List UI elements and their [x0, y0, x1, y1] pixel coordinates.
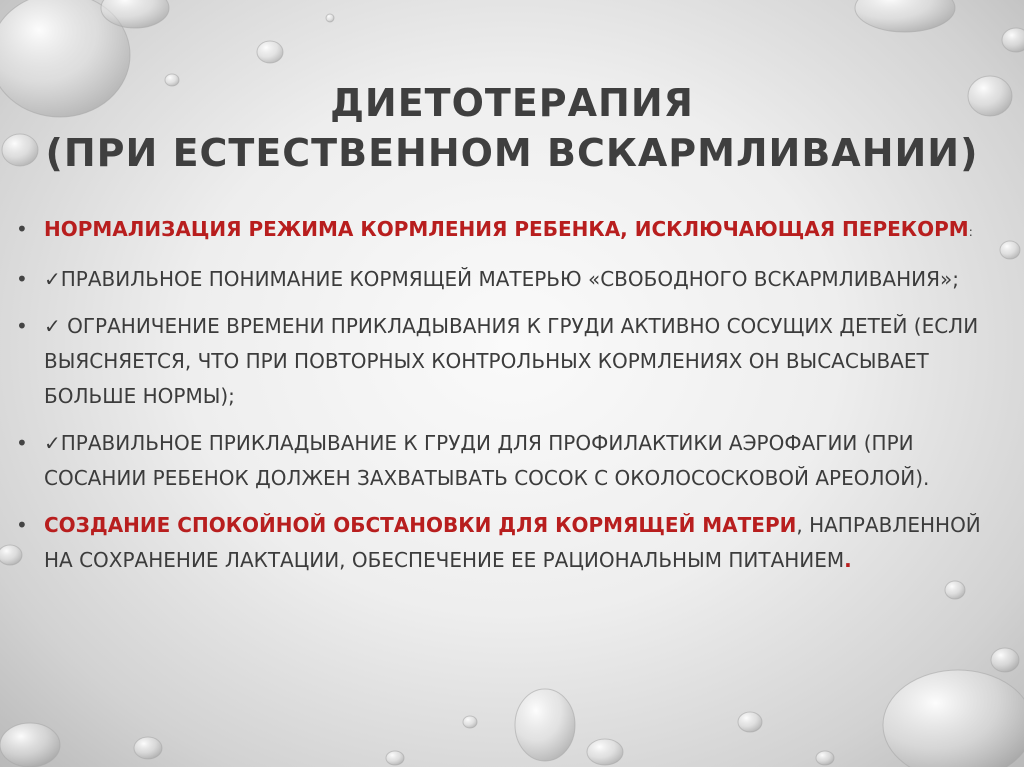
bullet-icon: •: [16, 267, 28, 291]
list-item: [14, 426, 1004, 496]
list-item: [14, 508, 1004, 578]
bullet-icon: •: [16, 314, 28, 338]
suffix-text: :: [968, 225, 973, 239]
bullet-text: ✓ПРАВИЛЬНОЕ ПОНИМАНИЕ КОРМЯЩЕЙ МАТЕРЬЮ «СВОБОДНОГО ВСКАРМЛИВАНИЯ»;: [44, 267, 959, 291]
page-title: [0, 78, 1024, 178]
title-line-2: (ПРИ ЕСТЕСТВЕННОМ ВСКАРМЛИВАНИИ): [45, 131, 979, 175]
bullet-text: , НАПРАВЛЕННОЙ НА СОХРАНЕНИЕ ЛАКТАЦИИ, ОБЕСПЕЧЕНИЕ ЕЕ РАЦИОНАЛЬНЫМ ПИТАНИЕМ: [44, 513, 981, 572]
bullet-icon: •: [16, 513, 28, 537]
list-item: [14, 262, 1004, 297]
bullet-text: ✓ПРАВИЛЬНОЕ ПРИКЛАДЫВАНИЕ К ГРУДИ ДЛЯ ПРОФИЛАКТИКИ АЭРОФАГИИ (ПРИ СОСАНИИ РЕБЕНОК ДОЛЖЕН ЗАХВАТЫВАТЬ СОСОК С ОКОЛОСОСКОВОЙ АРЕОЛОЙ).: [44, 431, 930, 490]
suffix-text: .: [844, 548, 852, 572]
title-line-1: ДИЕТОТЕРАПИЯ: [330, 81, 694, 125]
list-item: [14, 309, 1004, 414]
bullet-icon: •: [16, 431, 28, 455]
bullet-icon: •: [16, 217, 28, 241]
bullet-text: ✓ ОГРАНИЧЕНИЕ ВРЕМЕНИ ПРИКЛАДЫВАНИЯ К ГРУДИ АКТИВНО СОСУЩИХ ДЕТЕЙ (ЕСЛИ ВЫЯСНЯЕТСЯ, ЧТО ПРИ ПОВТОРНЫХ КОНТРОЛЬНЫХ КОРМЛЕНИЯХ ОН ВЫСАСЫВАЕТ БОЛЬШЕ НОРМЫ);: [44, 314, 979, 408]
highlight-text: НОРМАЛИЗАЦИЯ РЕЖИМА КОРМЛЕНИЯ РЕБЕНКА, ИСКЛЮЧАЮЩАЯ ПЕРЕКОРМ: [44, 217, 969, 241]
highlight-text: СОЗДАНИЕ СПОКОЙНОЙ ОБСТАНОВКИ ДЛЯ КОРМЯЩЕЙ МАТЕРИ: [44, 513, 797, 537]
bullet-list: [14, 212, 1004, 590]
list-item: [14, 212, 1004, 250]
